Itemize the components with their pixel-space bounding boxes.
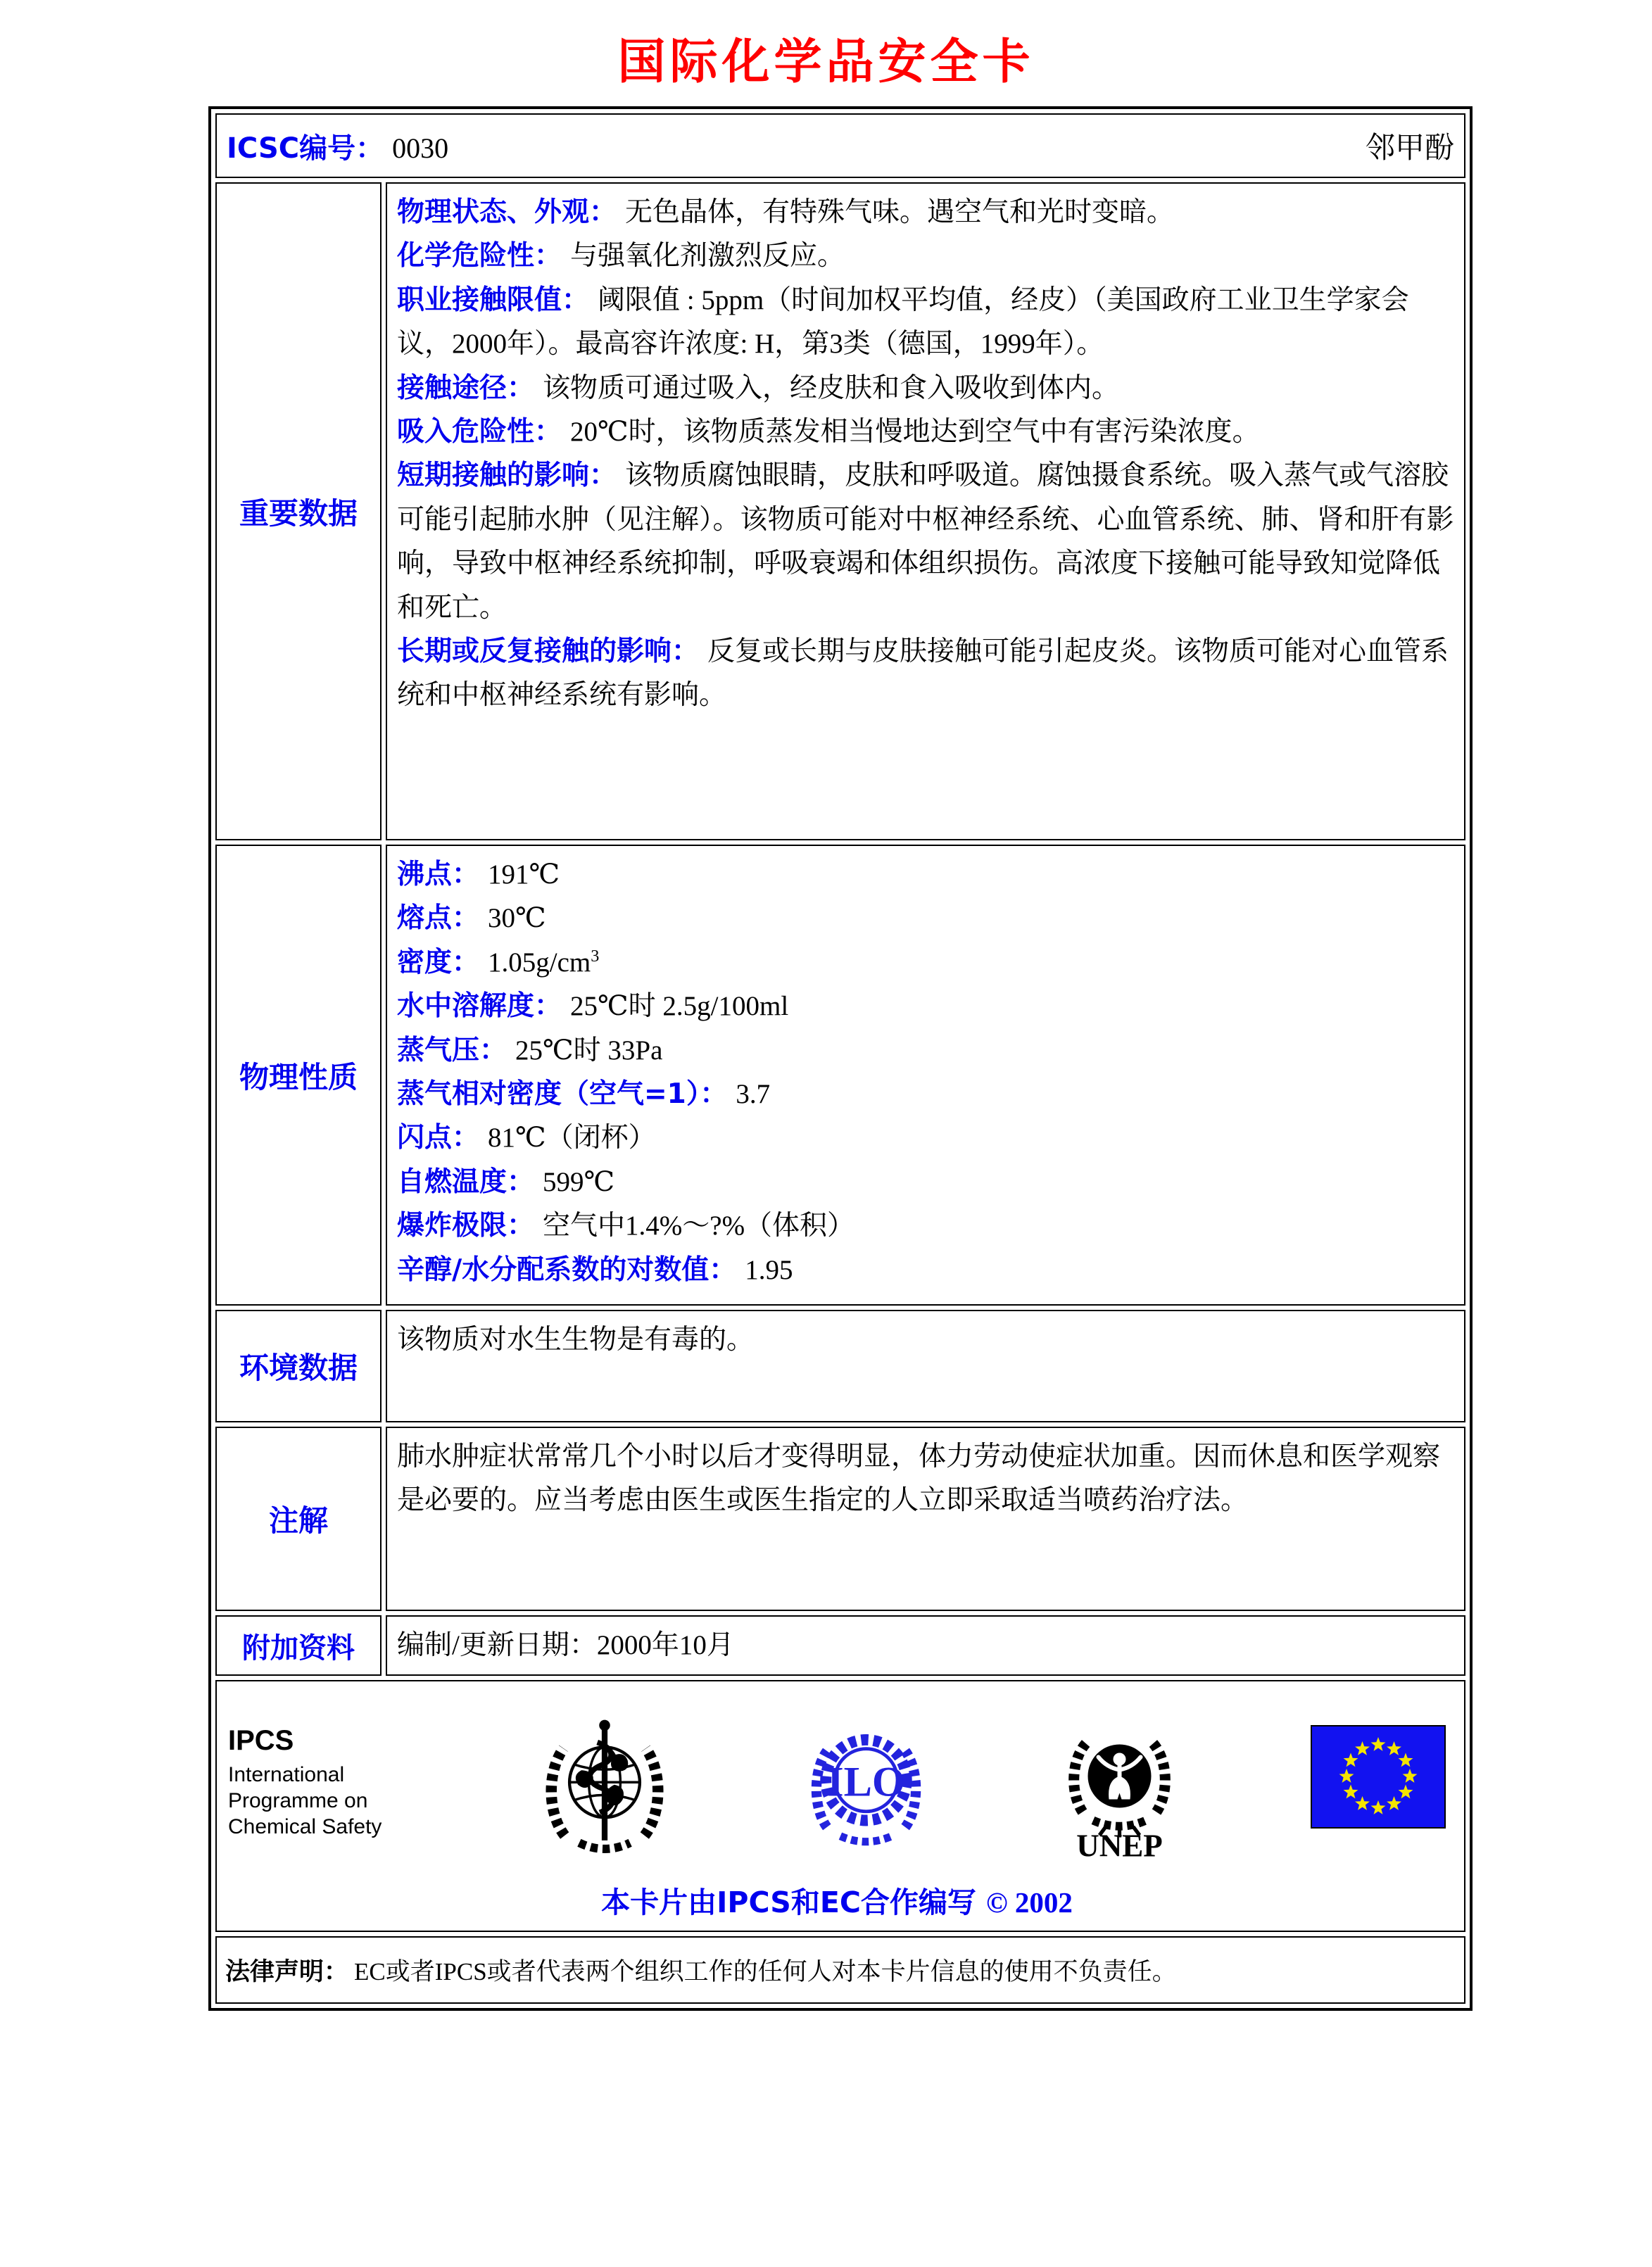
field-line <box>397 630 1454 718</box>
field-label: 自燃温度： <box>397 1166 535 1198</box>
field-label: 物理状态、外观： <box>397 196 617 228</box>
field-label: 密度： <box>397 946 480 978</box>
field-line <box>397 985 1454 1028</box>
icsc-number-group <box>227 126 448 166</box>
field-line <box>397 454 1454 630</box>
section-label-environmental-data: 环境数据 <box>215 1310 382 1422</box>
notes-content <box>386 1427 1465 1611</box>
field-line <box>397 1116 1454 1160</box>
field-line <box>397 234 1454 278</box>
field-label: 接触途径： <box>397 372 535 404</box>
ipcs-text-block <box>228 1725 404 1840</box>
field-line <box>397 367 1454 410</box>
header-row <box>215 113 1465 178</box>
field-label: 蒸气压： <box>397 1034 507 1066</box>
field-line <box>397 897 1454 940</box>
section-label-additional-info: 附加资料 <box>215 1615 382 1676</box>
notes-text: 肺水肿症状常常几个小时以后才变得明显，体力劳动使症状加重。因而休息和医学观察是必要的。应当考虑由医生或医生指定的人立即采取适当喷药治疗法。 <box>397 1441 1441 1516</box>
unep-letters: UNEP <box>1076 1828 1163 1864</box>
ipcs-line: International <box>228 1763 345 1787</box>
field-line <box>397 1249 1454 1292</box>
field-label: 水中溶解度： <box>397 990 562 1023</box>
field-line <box>397 1624 1454 1667</box>
field-label: 闪点： <box>397 1122 480 1154</box>
field-value: 无色晶体，有特殊气味。遇空气和光时变暗。 <box>625 197 1175 227</box>
environmental-data-content <box>386 1310 1465 1422</box>
legal-cell <box>215 1936 1465 2004</box>
footer-caption <box>228 1879 1446 1921</box>
field-label: 长期或反复接触的影响： <box>397 635 700 667</box>
date-field-value: 2000年10月 <box>596 1630 734 1660</box>
additional-info-row <box>215 1615 1465 1676</box>
section-label-important-data: 重要数据 <box>215 182 382 840</box>
notes-row <box>215 1427 1465 1611</box>
legal-row <box>215 1936 1465 2004</box>
date-field-label: 编制/更新日期： <box>397 1630 597 1660</box>
logos-cell <box>215 1680 1465 1932</box>
page-title: 国际化学品安全卡 <box>617 34 1035 90</box>
field-line <box>397 853 1454 897</box>
icsc-number-label: ICSC编号： <box>227 132 384 165</box>
eu-flag-icon <box>1311 1725 1446 1829</box>
field-value: 599℃ <box>543 1166 615 1197</box>
field-line <box>397 279 1454 367</box>
field-value: 25℃时 33Pa <box>515 1035 663 1066</box>
ipcs-line: Chemical Safety <box>228 1814 382 1838</box>
field-value: 反复或长期与皮肤接触可能引起皮炎。该物质可能对心血管系统和中枢神经系统有影响。 <box>397 636 1449 711</box>
important-data-row <box>215 182 1465 840</box>
field-label: 化学危险性： <box>397 240 562 272</box>
icsc-card-table <box>208 106 1473 2011</box>
field-value: 1.05g/cm <box>488 947 591 978</box>
field-value: 与强氧化剂激烈反应。 <box>570 241 845 272</box>
section-label-physical-properties: 物理性质 <box>215 845 382 1306</box>
chemical-name: 邻甲酚 <box>1365 132 1454 165</box>
field-value-superscript: 3 <box>591 946 600 966</box>
field-value: 30℃ <box>488 903 546 934</box>
field-value: 81℃（闭杯） <box>488 1123 656 1154</box>
field-label: 蒸气相对密度（空气=1）： <box>397 1078 728 1110</box>
field-label: 辛醇/水分配系数的对数值： <box>397 1254 737 1286</box>
ilo-letters: ILO <box>827 1758 905 1806</box>
field-line <box>397 191 1454 234</box>
field-line <box>397 410 1454 454</box>
caption-text: 本卡片由IPCS和EC合作编写 <box>601 1886 976 1920</box>
field-value: 191℃ <box>488 859 560 890</box>
environmental-data-row <box>215 1310 1465 1422</box>
field-line <box>397 1029 1454 1073</box>
field-line <box>397 1073 1454 1116</box>
field-value: 阈限值 : 5ppm（时间加权平均值，经皮）（美国政府工业卫生学家会议，2000年）。最高容许浓度: H，第3类（德国，1999年）。 <box>397 284 1409 360</box>
legal-label: 法律声明： <box>225 1958 349 1987</box>
header-cell <box>215 113 1465 178</box>
logos-row <box>215 1680 1465 1932</box>
field-label: 短期接触的影响： <box>397 460 617 492</box>
field-value: 3.7 <box>736 1078 771 1109</box>
field-value: 空气中1.4%～?%（体积） <box>543 1211 855 1242</box>
ipcs-acronym: IPCS <box>228 1725 294 1757</box>
field-label: 熔点： <box>397 902 480 935</box>
icsc-card <box>208 106 1473 2011</box>
field-value: 该物质腐蚀眼睛，皮肤和呼吸道。腐蚀摄食系统。吸入蒸气或气溶胶可能引起肺水肿（见注解）。该物质可能对中枢神经系统、心血管系统、肺、肾和肝有影响，导致中枢神经系统抑制，呼吸衰竭和体组织损伤。高浓度下接触可能导致知觉降低和死亡。 <box>397 460 1454 623</box>
field-line <box>397 941 1454 985</box>
field-value: 1.95 <box>745 1254 793 1285</box>
field-value: 25℃时 2.5g/100ml <box>570 991 789 1022</box>
field-label: 沸点： <box>397 859 480 890</box>
environmental-data-text: 该物质对水生生物是有毒的。 <box>397 1325 755 1355</box>
legal-text: EC或者IPCS或者代表两个组织工作的任何人对本卡片信息的使用不负责任。 <box>354 1958 1177 1986</box>
who-logo-icon <box>538 1710 671 1857</box>
physical-properties-content <box>386 845 1465 1306</box>
copyright-text: © 2002 <box>985 1886 1073 1919</box>
field-label: 吸入危险性： <box>397 415 562 448</box>
icsc-number-value: 0030 <box>392 132 449 164</box>
physical-properties-row <box>215 845 1465 1306</box>
unep-logo-icon <box>1061 1710 1178 1868</box>
section-label-notes: 注解 <box>215 1427 382 1611</box>
additional-info-content <box>386 1615 1465 1676</box>
important-data-content <box>386 182 1465 840</box>
field-label: 爆炸极限： <box>397 1210 535 1242</box>
field-line <box>397 1204 1454 1248</box>
field-label: 职业接触限值： <box>397 284 590 316</box>
field-value: 该物质可通过吸入，经皮肤和食入吸收到体内。 <box>543 372 1120 403</box>
ilo-logo-icon <box>805 1710 928 1857</box>
field-line <box>397 1161 1454 1204</box>
ipcs-line: Programme on <box>228 1788 368 1812</box>
field-value: 20℃时，该物质蒸发相当慢地达到空气中有害污染浓度。 <box>570 416 1260 447</box>
